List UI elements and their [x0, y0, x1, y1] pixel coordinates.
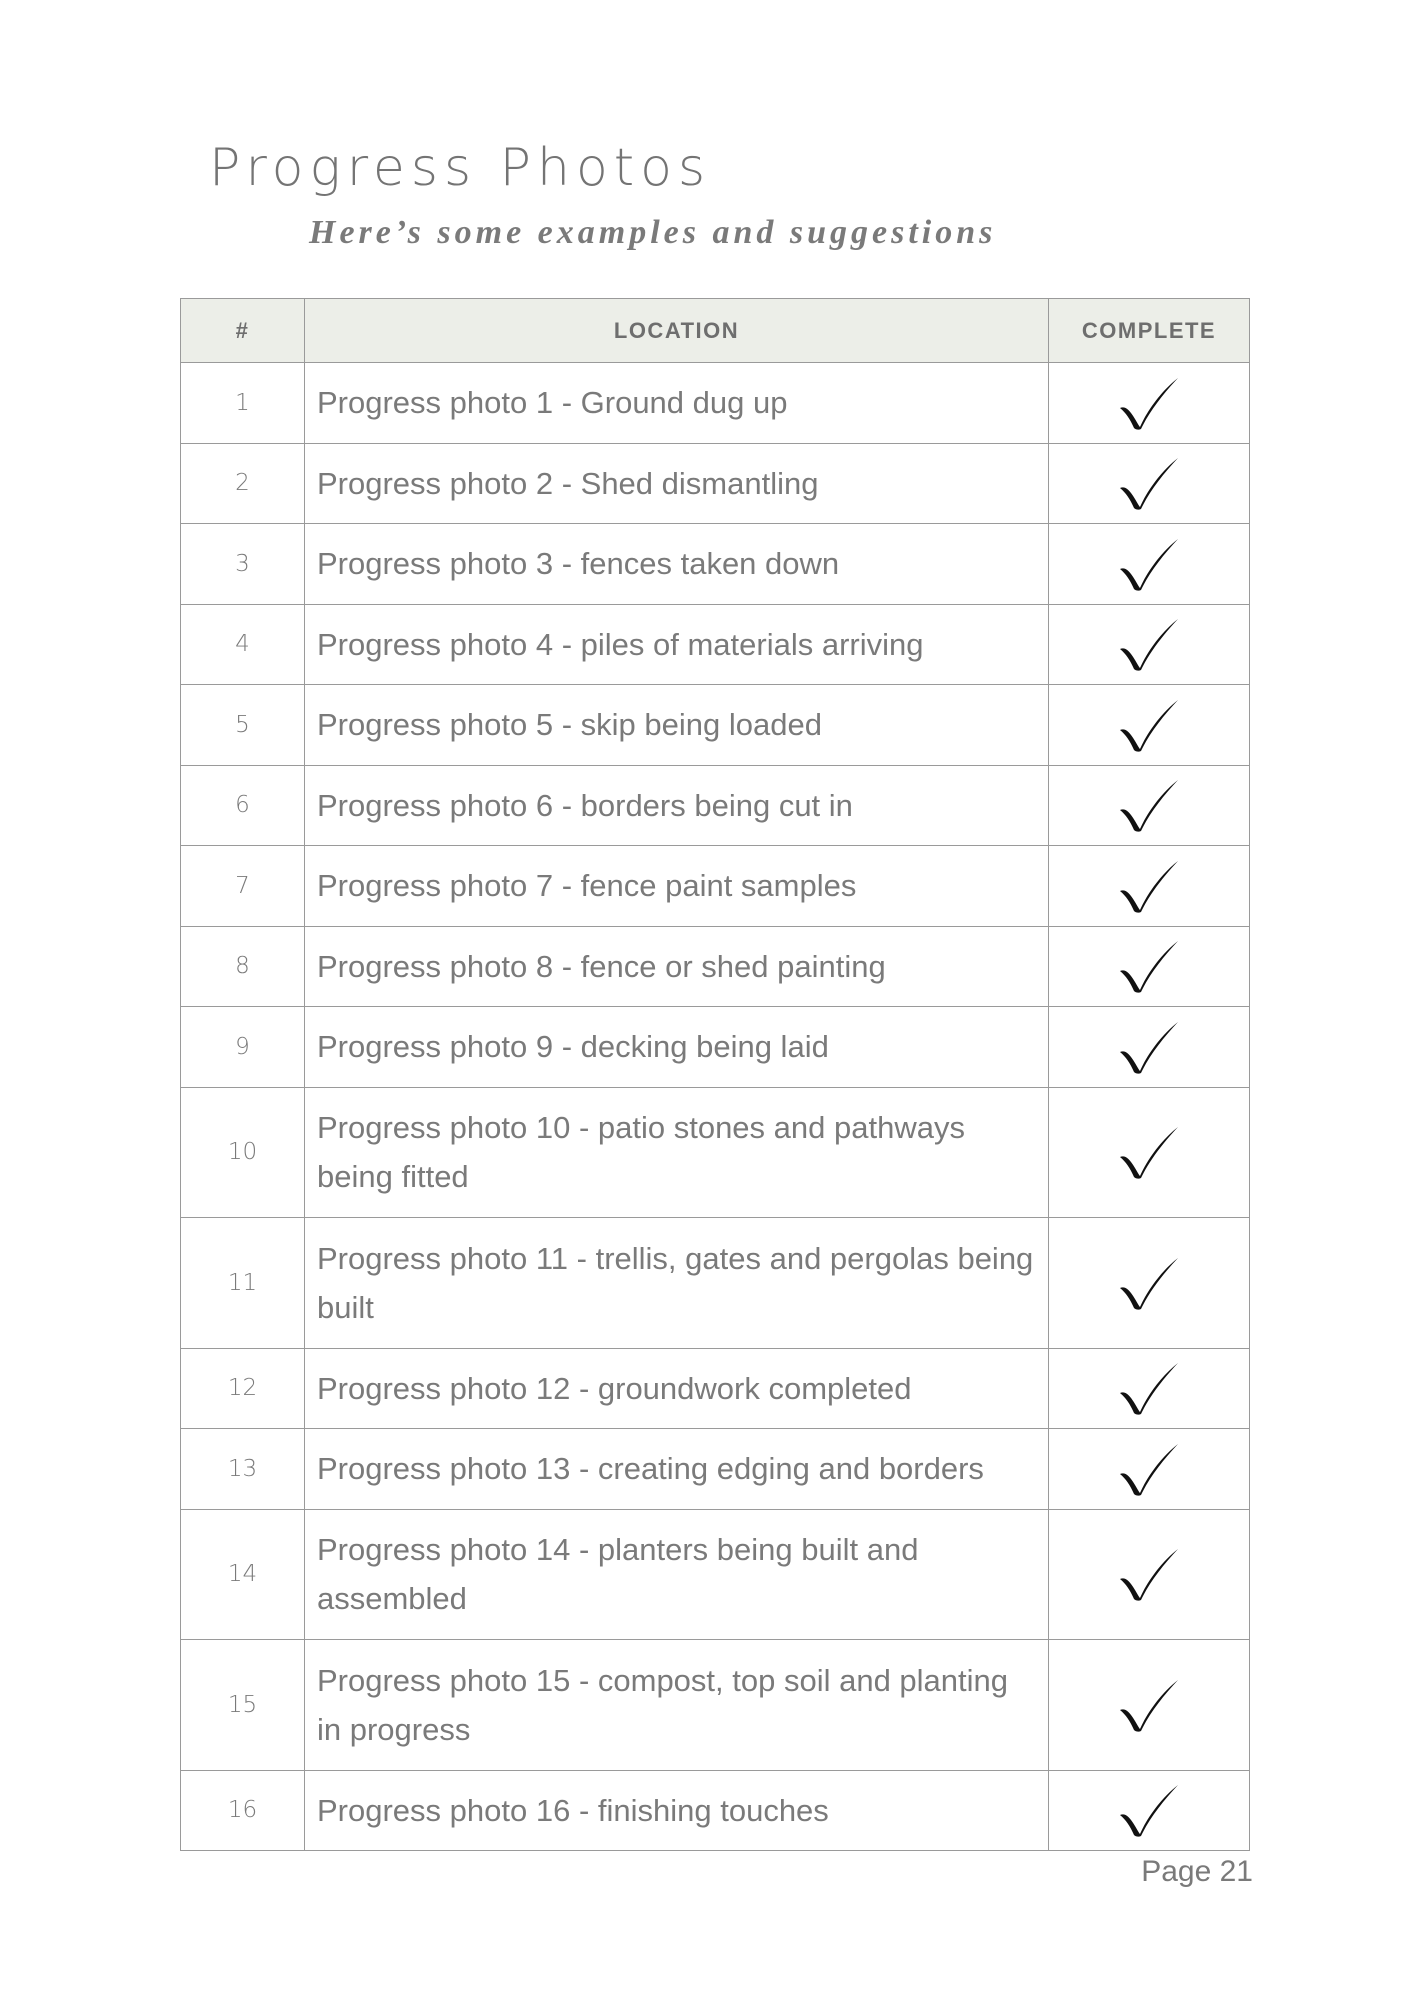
row-complete	[1049, 1429, 1250, 1510]
row-number: 16	[181, 1770, 305, 1851]
row-location: Progress photo 9 - decking being laid	[305, 1007, 1049, 1088]
checkmark-icon	[1116, 697, 1182, 753]
row-location: Progress photo 5 - skip being loaded	[305, 685, 1049, 766]
table-row	[181, 1640, 1250, 1771]
header-location: LOCATION	[305, 299, 1049, 363]
row-complete	[1049, 443, 1250, 524]
row-complete	[1049, 685, 1250, 766]
row-location: Progress photo 11 - trellis, gates and pergolas being built	[305, 1218, 1049, 1349]
checkmark-icon	[1116, 1255, 1182, 1311]
checkmark-icon	[1116, 938, 1182, 994]
row-complete	[1049, 524, 1250, 605]
checkmark-icon	[1116, 536, 1182, 592]
row-complete	[1049, 1509, 1250, 1640]
page-number: Page 21	[1141, 1855, 1253, 1888]
checkmark-icon	[1116, 1546, 1182, 1602]
header-number: #	[181, 299, 305, 363]
table-header-row	[181, 299, 1250, 363]
checkmark-icon	[1116, 858, 1182, 914]
row-number: 6	[181, 765, 305, 846]
header-complete: COMPLETE	[1049, 299, 1250, 363]
table-row	[181, 846, 1250, 927]
row-number: 3	[181, 524, 305, 605]
table-row	[181, 1509, 1250, 1640]
row-number: 5	[181, 685, 305, 766]
row-location: Progress photo 4 - piles of materials arriving	[305, 604, 1049, 685]
table-body	[181, 363, 1250, 1851]
row-location: Progress photo 15 - compost, top soil and planting in progress	[305, 1640, 1049, 1771]
checkmark-icon	[1116, 455, 1182, 511]
row-complete	[1049, 765, 1250, 846]
row-location: Progress photo 2 - Shed dismantling	[305, 443, 1049, 524]
checkmark-icon	[1116, 1782, 1182, 1838]
row-number: 4	[181, 604, 305, 685]
row-complete	[1049, 1218, 1250, 1349]
row-number: 2	[181, 443, 305, 524]
checkmark-icon	[1116, 1677, 1182, 1733]
progress-photos-table	[180, 298, 1250, 1851]
row-number: 8	[181, 926, 305, 1007]
row-location: Progress photo 7 - fence paint samples	[305, 846, 1049, 927]
table-row	[181, 1218, 1250, 1349]
table-row	[181, 685, 1250, 766]
row-number: 12	[181, 1348, 305, 1429]
row-location: Progress photo 3 - fences taken down	[305, 524, 1049, 605]
row-complete	[1049, 1007, 1250, 1088]
row-complete	[1049, 926, 1250, 1007]
row-location: Progress photo 1 - Ground dug up	[305, 363, 1049, 444]
table-row	[181, 524, 1250, 605]
page-title: Progress Photos	[209, 138, 712, 198]
row-location: Progress photo 6 - borders being cut in	[305, 765, 1049, 846]
row-complete	[1049, 604, 1250, 685]
checkmark-icon	[1116, 777, 1182, 833]
table-row	[181, 926, 1250, 1007]
page-subtitle: Here’s some examples and suggestions	[309, 214, 997, 251]
table-row	[181, 363, 1250, 444]
row-complete	[1049, 846, 1250, 927]
row-location: Progress photo 8 - fence or shed painting	[305, 926, 1049, 1007]
checkmark-icon	[1116, 616, 1182, 672]
row-number: 1	[181, 363, 305, 444]
table-row	[181, 1348, 1250, 1429]
table-row	[181, 604, 1250, 685]
table-row	[181, 1429, 1250, 1510]
checkmark-icon	[1116, 1124, 1182, 1180]
checkmark-icon	[1116, 1441, 1182, 1497]
row-number: 7	[181, 846, 305, 927]
table-row	[181, 765, 1250, 846]
table-row	[181, 1770, 1250, 1851]
row-location: Progress photo 10 - patio stones and pathways being fitted	[305, 1087, 1049, 1218]
row-complete	[1049, 1087, 1250, 1218]
row-number: 9	[181, 1007, 305, 1088]
checkmark-icon	[1116, 1019, 1182, 1075]
row-location: Progress photo 16 - finishing touches	[305, 1770, 1049, 1851]
row-location: Progress photo 12 - groundwork completed	[305, 1348, 1049, 1429]
row-complete	[1049, 363, 1250, 444]
row-number: 11	[181, 1218, 305, 1349]
row-complete	[1049, 1348, 1250, 1429]
row-complete	[1049, 1640, 1250, 1771]
row-complete	[1049, 1770, 1250, 1851]
row-number: 15	[181, 1640, 305, 1771]
row-location: Progress photo 13 - creating edging and borders	[305, 1429, 1049, 1510]
table-row	[181, 1087, 1250, 1218]
checkmark-icon	[1116, 375, 1182, 431]
row-number: 13	[181, 1429, 305, 1510]
row-number: 14	[181, 1509, 305, 1640]
table-row	[181, 1007, 1250, 1088]
row-location: Progress photo 14 - planters being built and assembled	[305, 1509, 1049, 1640]
checkmark-icon	[1116, 1360, 1182, 1416]
row-number: 10	[181, 1087, 305, 1218]
table-row	[181, 443, 1250, 524]
